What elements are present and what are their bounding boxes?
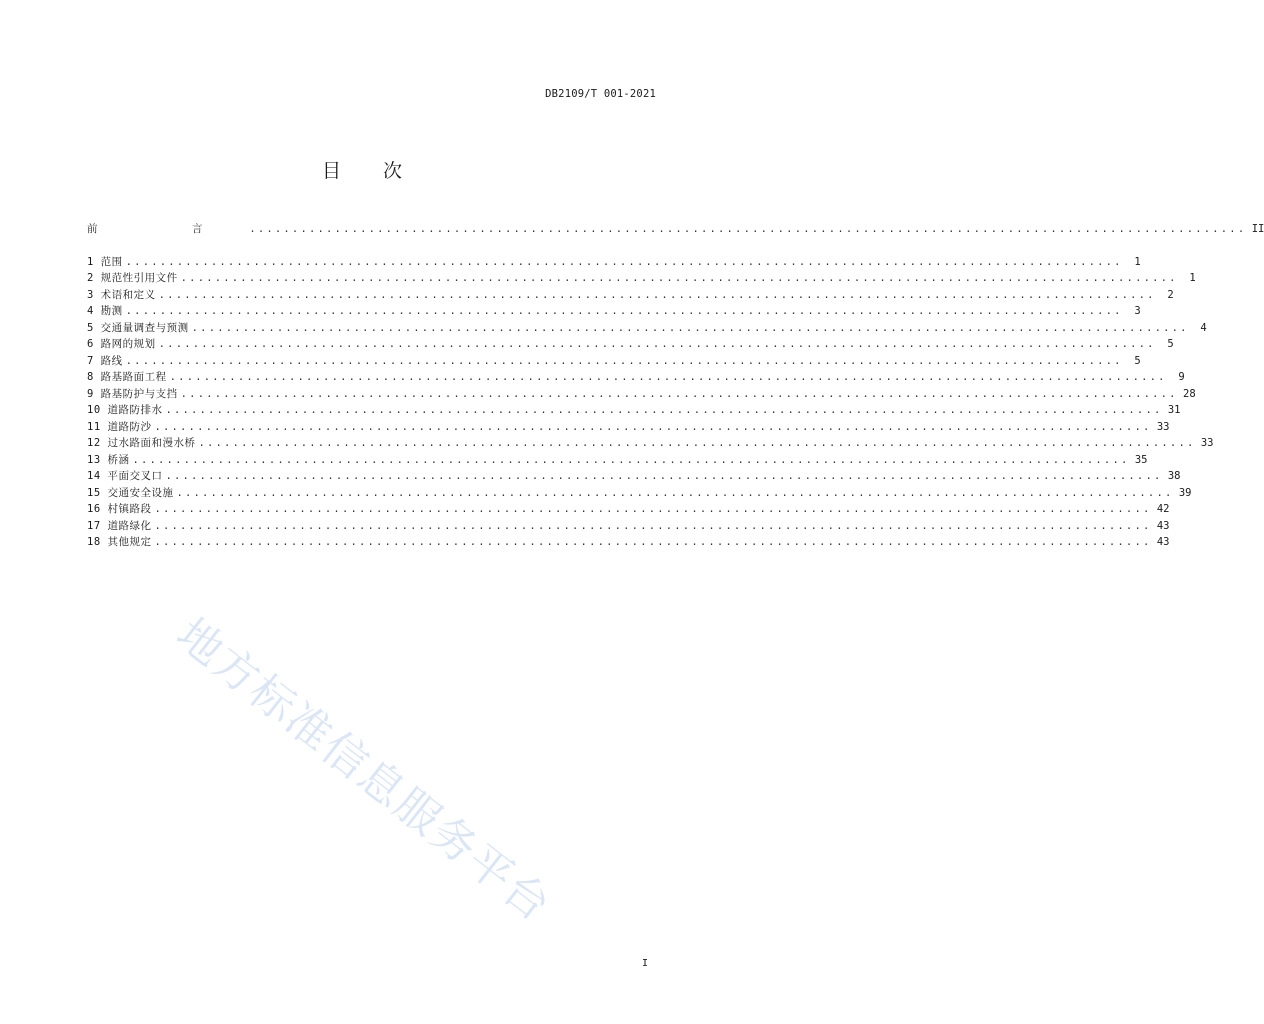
toc-entry-label: 9 路基防护与支挡 xyxy=(87,387,178,400)
toc-entry[interactable] xyxy=(87,534,1170,551)
toc-leader-dots: ..................................................................................................................... xyxy=(154,420,1152,433)
toc-entry-page: 1 xyxy=(1134,255,1141,268)
toc-entry-label: 13 桥涵 xyxy=(87,453,130,466)
toc-leader-dots: ..................................................................................................................... xyxy=(249,223,1247,235)
toc-entry-label: 17 道路绿化 xyxy=(87,519,152,532)
toc-leader-dots: ..................................................................................................................... xyxy=(180,387,1178,400)
toc-entry[interactable] xyxy=(87,336,1174,353)
toc-entry-page: 4 xyxy=(1200,321,1207,334)
toc-entry[interactable] xyxy=(87,369,1185,386)
toc-leader-dots: ..................................................................................................................... xyxy=(158,338,1156,350)
toc-leader-dots: ..................................................................................................................... xyxy=(191,321,1189,334)
toc-entry-label: 2 规范性引用文件 xyxy=(87,272,178,284)
toc-entry-list xyxy=(87,254,1214,551)
toc-entry-label: 6 路网的规划 xyxy=(87,338,156,350)
toc-entry-label: 7 路线 xyxy=(87,354,123,367)
toc-entry-page: 35 xyxy=(1134,453,1148,466)
toc-entry[interactable] xyxy=(87,435,1214,452)
toc-entry-label: 11 道路防沙 xyxy=(87,420,152,433)
toc-entry-page: 1 xyxy=(1189,272,1196,284)
toc-leader-dots: ..................................................................................................................... xyxy=(169,371,1167,383)
table-of-contents xyxy=(87,221,1264,551)
toc-entry-page: 31 xyxy=(1167,404,1181,416)
toc-entry-label: 3 术语和定义 xyxy=(87,288,156,301)
toc-leader-dots: ..................................................................................................................... xyxy=(125,305,1123,317)
toc-entry[interactable] xyxy=(87,287,1174,304)
toc-entry-page: 43 xyxy=(1156,519,1170,532)
toc-entry[interactable] xyxy=(87,501,1170,518)
toc-entry[interactable] xyxy=(87,468,1181,485)
toc-leader-dots: ..................................................................................................................... xyxy=(180,272,1178,284)
toc-entry-label: 前 言 xyxy=(87,223,247,235)
toc-entry-page: 42 xyxy=(1156,503,1170,515)
toc-entry-page: 33 xyxy=(1156,420,1170,433)
toc-entry[interactable] xyxy=(87,402,1181,419)
toc-entry[interactable] xyxy=(87,270,1196,287)
toc-entry-page: 33 xyxy=(1200,437,1214,449)
page-title: 目 次 xyxy=(321,160,421,182)
toc-leader-dots: ..................................................................................................................... xyxy=(125,255,1123,268)
toc-entry-preface[interactable] xyxy=(87,221,1264,238)
toc-leader-dots: ..................................................................................................................... xyxy=(198,437,1196,449)
toc-entry[interactable] xyxy=(87,485,1192,502)
toc-entry[interactable] xyxy=(87,452,1148,469)
toc-entry-page: 5 xyxy=(1134,354,1141,367)
toc-entry-page: 28 xyxy=(1183,387,1196,400)
toc-leader-dots: ..................................................................................................................... xyxy=(158,288,1156,301)
page-number: I xyxy=(641,958,648,969)
toc-entry-page: 3 xyxy=(1134,305,1141,317)
document-code: DB2109/T 001-2021 xyxy=(545,88,656,100)
toc-entry[interactable] xyxy=(87,518,1170,535)
toc-entry[interactable] xyxy=(87,353,1141,370)
toc-entry-page: 5 xyxy=(1167,338,1174,350)
toc-leader-dots: ..................................................................................................................... xyxy=(165,470,1163,482)
toc-entry[interactable] xyxy=(87,419,1170,436)
toc-entry-label: 18 其他规定 xyxy=(87,536,152,548)
toc-entry-page: 39 xyxy=(1178,486,1192,499)
toc-entry-page: 2 xyxy=(1167,288,1174,301)
toc-entry-label: 15 交通安全设施 xyxy=(87,486,174,499)
toc-leader-dots: ..................................................................................................................... xyxy=(125,354,1123,367)
toc-leader-dots: ..................................................................................................................... xyxy=(154,536,1152,548)
toc-entry-page: 9 xyxy=(1178,371,1185,383)
toc-entry[interactable] xyxy=(87,320,1207,337)
toc-entry-label: 10 道路防排水 xyxy=(87,404,163,416)
toc-entry-page: 43 xyxy=(1156,536,1170,548)
toc-entry-page: 38 xyxy=(1167,470,1181,482)
toc-entry-label: 1 范围 xyxy=(87,255,123,268)
toc-leader-dots: ..................................................................................................................... xyxy=(154,503,1152,515)
toc-entry-label: 4 勘测 xyxy=(87,305,123,317)
toc-entry-label: 8 路基路面工程 xyxy=(87,371,167,383)
toc-entry[interactable] xyxy=(87,254,1141,271)
toc-entry-label: 14 平面交叉口 xyxy=(87,470,163,482)
toc-leader-dots: ..................................................................................................................... xyxy=(176,486,1174,499)
toc-leader-dots: ..................................................................................................................... xyxy=(165,404,1163,416)
toc-entry-label: 16 村镇路段 xyxy=(87,503,152,515)
toc-entry-label: 5 交通量调查与预测 xyxy=(87,321,189,334)
toc-entry-page: II xyxy=(1251,223,1264,235)
toc-entry-label: 12 过水路面和漫水桥 xyxy=(87,437,196,449)
toc-entry[interactable] xyxy=(87,303,1141,320)
toc-entry[interactable] xyxy=(87,386,1196,403)
toc-leader-dots: ..................................................................................................................... xyxy=(154,519,1152,532)
watermark: 地方标准信息服务平台 xyxy=(166,608,561,933)
toc-leader-dots: ..................................................................................................................... xyxy=(132,453,1130,466)
